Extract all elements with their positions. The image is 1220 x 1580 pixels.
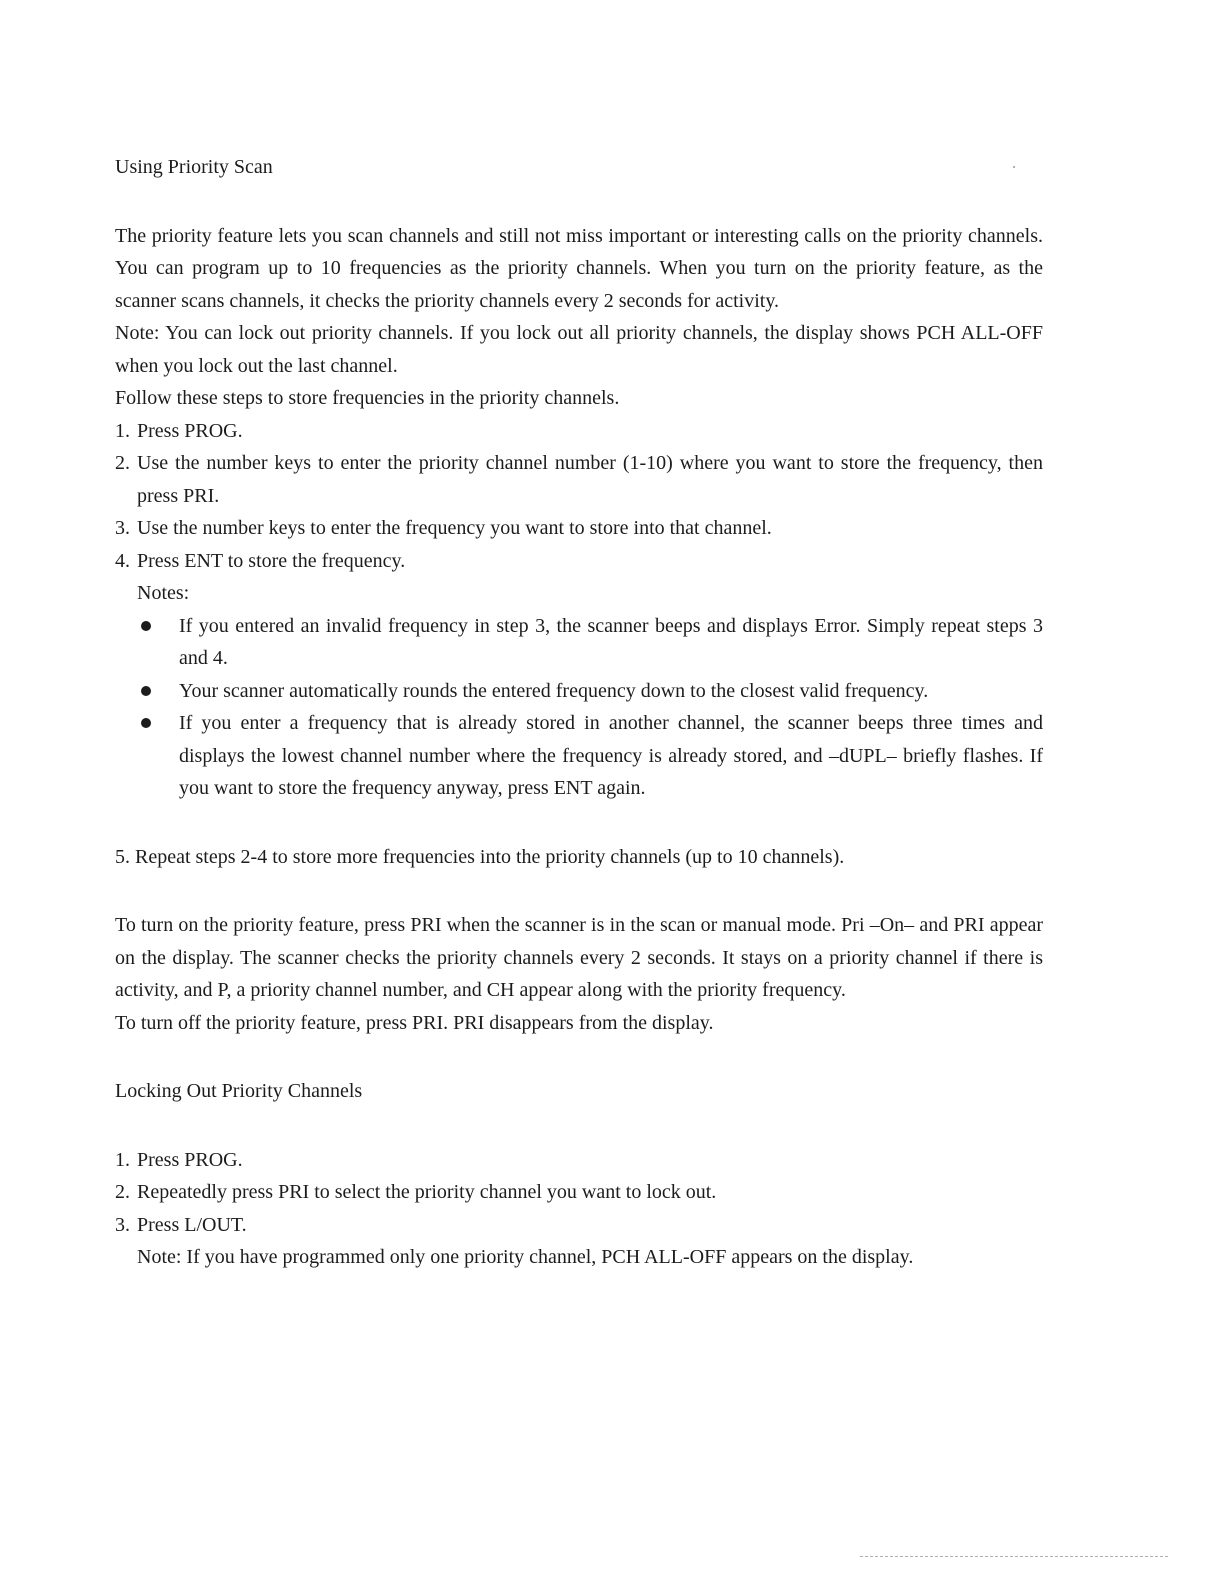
step-number: 1.	[115, 419, 130, 442]
bullet-icon	[141, 621, 151, 631]
turn-off-paragraph: To turn off the priority feature, press PRI. PRI disappears from the display.	[115, 1011, 714, 1034]
bullet-item	[115, 707, 1043, 805]
step-text: Use the number keys to enter the frequency you want to store into that channel.	[137, 517, 772, 539]
step-text: Press PROG.	[137, 419, 243, 442]
bullet-item	[115, 610, 1043, 675]
step-text: Press PROG.	[137, 1148, 243, 1171]
step-text: Press L/OUT.	[137, 1213, 247, 1236]
bullet-text: If you enter a frequency that is already stored in another channel, the scanner beeps three times and displays the lowest channel number where the frequency is already stored, and –dUPL– briefly flashes. If you want to store the frequency anyway, press ENT again.	[179, 712, 1043, 799]
notes-label: Notes:	[137, 582, 190, 604]
step-item	[115, 415, 1043, 448]
step-text: Use the number keys to enter the priority channel number (1-10) where you want to store the frequency, then press PRI.	[137, 452, 1043, 507]
bullet-icon	[141, 686, 151, 696]
step-text: Press ENT to store the frequency.	[137, 549, 406, 572]
document-page	[115, 151, 1043, 1274]
bullet-text: If you entered an invalid frequency in step 3, the scanner beeps and displays Error. Simply repeat steps 3 and 4.	[179, 614, 1043, 669]
step-number: 2.	[115, 1181, 130, 1203]
lockout-step	[115, 1176, 1043, 1209]
bullet-item	[115, 675, 1043, 708]
step-text: Repeatedly press PRI to select the priority channel you want to lock out.	[137, 1181, 717, 1203]
step-number: 4.	[115, 549, 130, 572]
step-five: 5. Repeat steps 2-4 to store more frequencies into the priority channels (up to 10 channels).	[115, 845, 845, 868]
note-lockout: Note: You can lock out priority channels. If you lock out all priority channels, the display shows PCH ALL-OFF when you lock out the last channel.	[115, 322, 1043, 377]
step-number: 2.	[115, 452, 130, 474]
turn-on-paragraph: To turn on the priority feature, press PRI when the scanner is in the scan or manual mode. Pri –On– and PRI appear on the display. The scanner checks the priority channels every 2 seconds. It stays on a priority channel if there is activity, and P, a priority channel number, and CH appear along with the priority frequency.	[115, 914, 1043, 1001]
section-title: Using Priority Scan	[115, 156, 273, 178]
step-number: 3.	[115, 1213, 130, 1236]
step-number: 1.	[115, 1148, 130, 1171]
step-item	[115, 512, 1043, 545]
step-item	[115, 545, 1043, 578]
lockout-step	[115, 1144, 1043, 1177]
bullet-icon	[141, 718, 151, 728]
lockout-note: Note: If you have programmed only one priority channel, PCH ALL-OFF appears on the display.	[137, 1246, 914, 1268]
lockout-title: Locking Out Priority Channels	[115, 1080, 363, 1102]
intro-paragraph: The priority feature lets you scan channels and still not miss important or interesting calls on the priority channels. You can program up to 10 frequencies as the priority channels. When you turn on the priority feature, as the scanner scans channels, it checks the priority channels every 2 seconds for activity.	[115, 224, 1043, 312]
scan-artifact-line	[860, 1556, 1168, 1557]
step-number: 3.	[115, 517, 130, 539]
lockout-step	[115, 1209, 1043, 1242]
step-item	[115, 447, 1043, 512]
follow-steps-text: Follow these steps to store frequencies in the priority channels.	[115, 387, 620, 409]
bullet-text: Your scanner automatically rounds the entered frequency down to the closest valid frequency.	[179, 679, 929, 702]
